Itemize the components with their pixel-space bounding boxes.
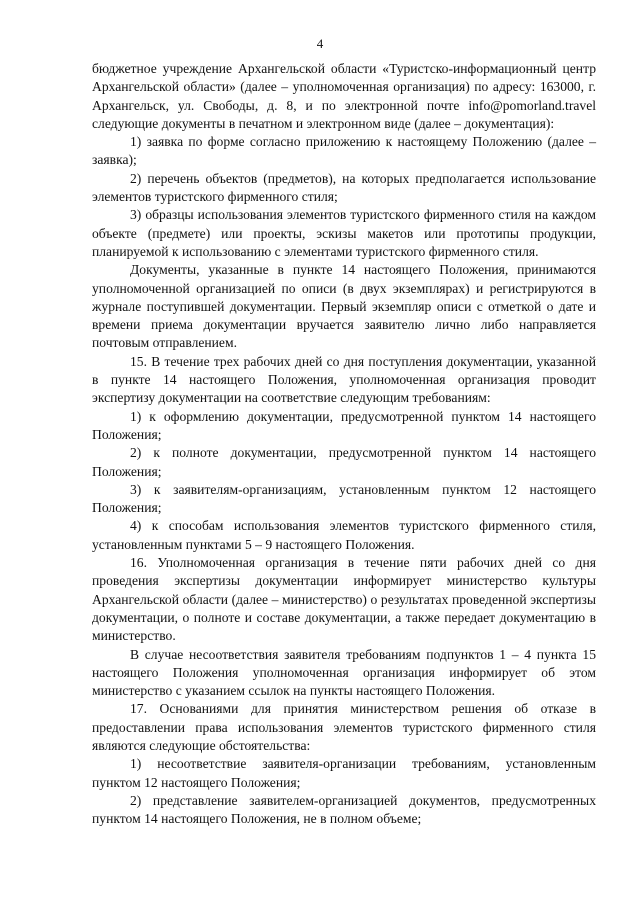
page-number: 4 xyxy=(316,36,324,51)
paragraph-continuation: бюджетное учреждение Архангельской области «Туристско-информационный центр Архангельской области» (далее – уполномоченная организация) по адресу: 163000, г. Архангельск, ул. Свободы, д. 8, и по электронной почте info@pomorland.travel следующие документы в печатном и электронном виде (далее – документация): xyxy=(92,61,596,131)
paragraph-nonconformity: В случае несоответствия заявителя требованиям подпунктов 1 – 4 пункта 15 настоящего Положения уполномоченная организация информирует об этом министерство с указанием ссылок на пункты настоящего Положения. xyxy=(92,646,596,699)
list-item-objects-list: 2) перечень объектов (предметов), на которых предполагается использование элементов туристского фирменного стиля; xyxy=(92,170,596,205)
document-body xyxy=(92,60,596,828)
paragraph-documents-acceptance: Документы, указанные в пункте 14 настоящего Положения, принимаются уполномоченной организацией по описи (в двух экземплярах) и регистрируются в журнале поступившей документации. Первый экземпляр описи с отметкой о дате и времени приема документации вручается заявителю лично либо направляется почтовым отправлением. xyxy=(92,262,596,351)
list-item-samples: 3) образцы использования элементов туристского фирменного стиля на каждом объекте (предмете) или проекты, эскизы макетов или прототипы продукции, планируемой к использованию с элементами туристского фирменного стиля. xyxy=(92,207,596,259)
list-item-requirement-2: 2) к полноте документации, предусмотренной пунктом 14 настоящего Положения; xyxy=(92,445,596,479)
list-item-requirement-4: 4) к способам использования элементов туристского фирменного стиля, установленным пунктами 5 – 9 настоящего Положения. xyxy=(92,518,596,552)
paragraph-clause-15: 15. В течение трех рабочих дней со дня поступления документации, указанной в пункте 14 настоящего Положения, уполномоченная организация проводит экспертизу документации на соответствие следующим требованиям: xyxy=(92,353,596,406)
list-item-requirement-1: 1) к оформлению документации, предусмотренной пунктом 14 настоящего Положения; xyxy=(92,408,596,442)
paragraph-clause-16: 16. Уполномоченная организация в течение пяти рабочих дней со дня проведения экспертизы документации информирует министерство культуры Архангельской области (далее – министерство) о результатах проведенной экспертизы документации, о полноте и составе документации, а также передает документацию в министерство. xyxy=(92,555,596,644)
list-item-requirement-3: 3) к заявителям-организациям, установленным пунктом 12 настоящего Положения; xyxy=(92,481,596,516)
list-item-application: 1) заявка по форме согласно приложению к настоящему Положению (далее – заявка); xyxy=(92,134,596,168)
paragraph-clause-17: 17. Основаниями для принятия министерством решения об отказе в предоставлении права использования элементов туристского фирменного стиля являются следующие обстоятельства: xyxy=(92,701,596,753)
list-item-refusal-1: 1) несоответствие заявителя-организации требованиям, установленным пунктом 12 настоящего Положения; xyxy=(92,756,596,790)
list-item-refusal-2: 2) представление заявителем-организацией документов, предусмотренных пунктом 14 настоящего Положения, не в полном объеме; xyxy=(92,792,596,827)
